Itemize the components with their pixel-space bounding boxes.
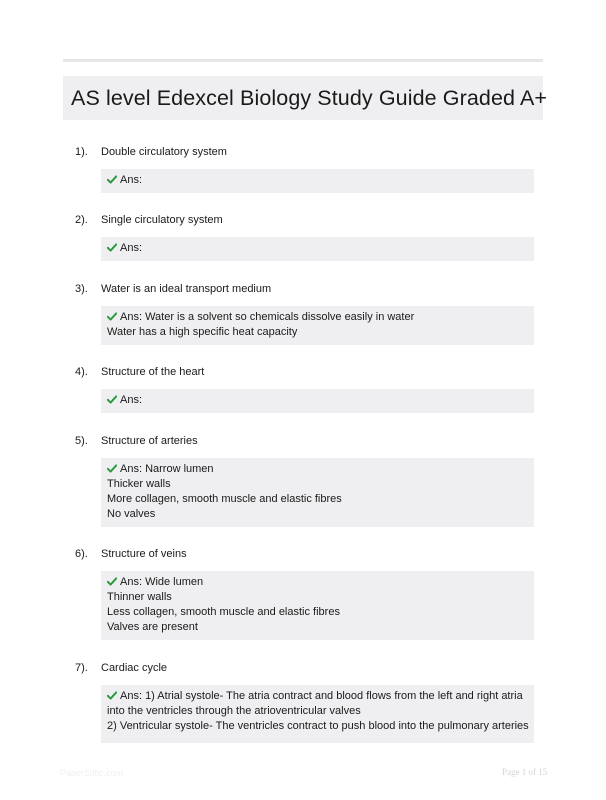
question-number: 2). — [75, 214, 88, 226]
question-number: 3). — [75, 283, 88, 295]
check-icon — [107, 691, 117, 700]
answer-box — [101, 306, 534, 345]
title-banner — [63, 76, 548, 120]
question-text: Structure of arteries — [101, 435, 198, 447]
answer-box — [101, 237, 534, 261]
question-number: 5). — [75, 435, 88, 447]
check-icon — [107, 395, 117, 404]
question-number: 7). — [75, 662, 88, 674]
answer-line: Thicker walls — [107, 478, 171, 490]
answer-box — [101, 571, 534, 640]
page-number: Page 1 of 15 — [502, 767, 548, 777]
answer-line: Less collagen, smooth muscle and elastic fibres — [107, 606, 340, 618]
answer-line: Ans: 1) Atrial systole- The atria contract and blood flows from the left and right atria — [107, 689, 528, 704]
page-title: AS level Edexcel Biology Study Guide Graded A+ — [71, 85, 548, 110]
answer-box — [101, 685, 534, 743]
check-icon — [107, 243, 117, 252]
answer-line: Thinner walls — [107, 591, 172, 603]
question-number: 1). — [75, 146, 88, 158]
question-text: Single circulatory system — [101, 214, 223, 226]
check-icon — [107, 312, 117, 321]
question-text: Double circulatory system — [101, 146, 227, 158]
question-text: Cardiac cycle — [101, 662, 168, 674]
answer-line: Ans: — [107, 173, 528, 188]
answer-line: Water has a high specific heat capacity — [107, 326, 298, 338]
question-text: Structure of the heart — [101, 366, 205, 378]
answer-line: Ans: — [107, 393, 528, 408]
answer-box — [101, 169, 534, 193]
check-icon — [107, 175, 117, 184]
answer-line: 2) Ventricular systole- The ventricles contract to push blood into the pulmonary arteries — [107, 720, 529, 732]
check-icon — [107, 464, 117, 473]
question-number: 4). — [75, 366, 88, 378]
check-icon — [107, 577, 117, 586]
answer-line: Ans: Narrow lumen — [107, 462, 528, 477]
top-divider — [63, 59, 543, 62]
question-text: Water is an ideal transport medium — [101, 283, 272, 295]
answer-line: Ans: Wide lumen — [107, 575, 528, 590]
answer-line: No valves — [107, 508, 156, 520]
answer-line: Ans: — [107, 241, 528, 256]
question-number: 6). — [75, 548, 88, 560]
answer-line: Ans: Water is a solvent so chemicals dissolve easily in water — [107, 310, 528, 325]
question-text: Structure of veins — [101, 548, 187, 560]
footer-watermark: PaperStitic.com — [60, 768, 124, 778]
answer-box — [101, 389, 534, 413]
answer-line: More collagen, smooth muscle and elastic fibres — [107, 493, 342, 505]
answer-line: into the ventricles through the atrioventricular valves — [107, 705, 361, 717]
answer-line: Valves are present — [107, 621, 198, 633]
answer-box — [101, 458, 534, 527]
